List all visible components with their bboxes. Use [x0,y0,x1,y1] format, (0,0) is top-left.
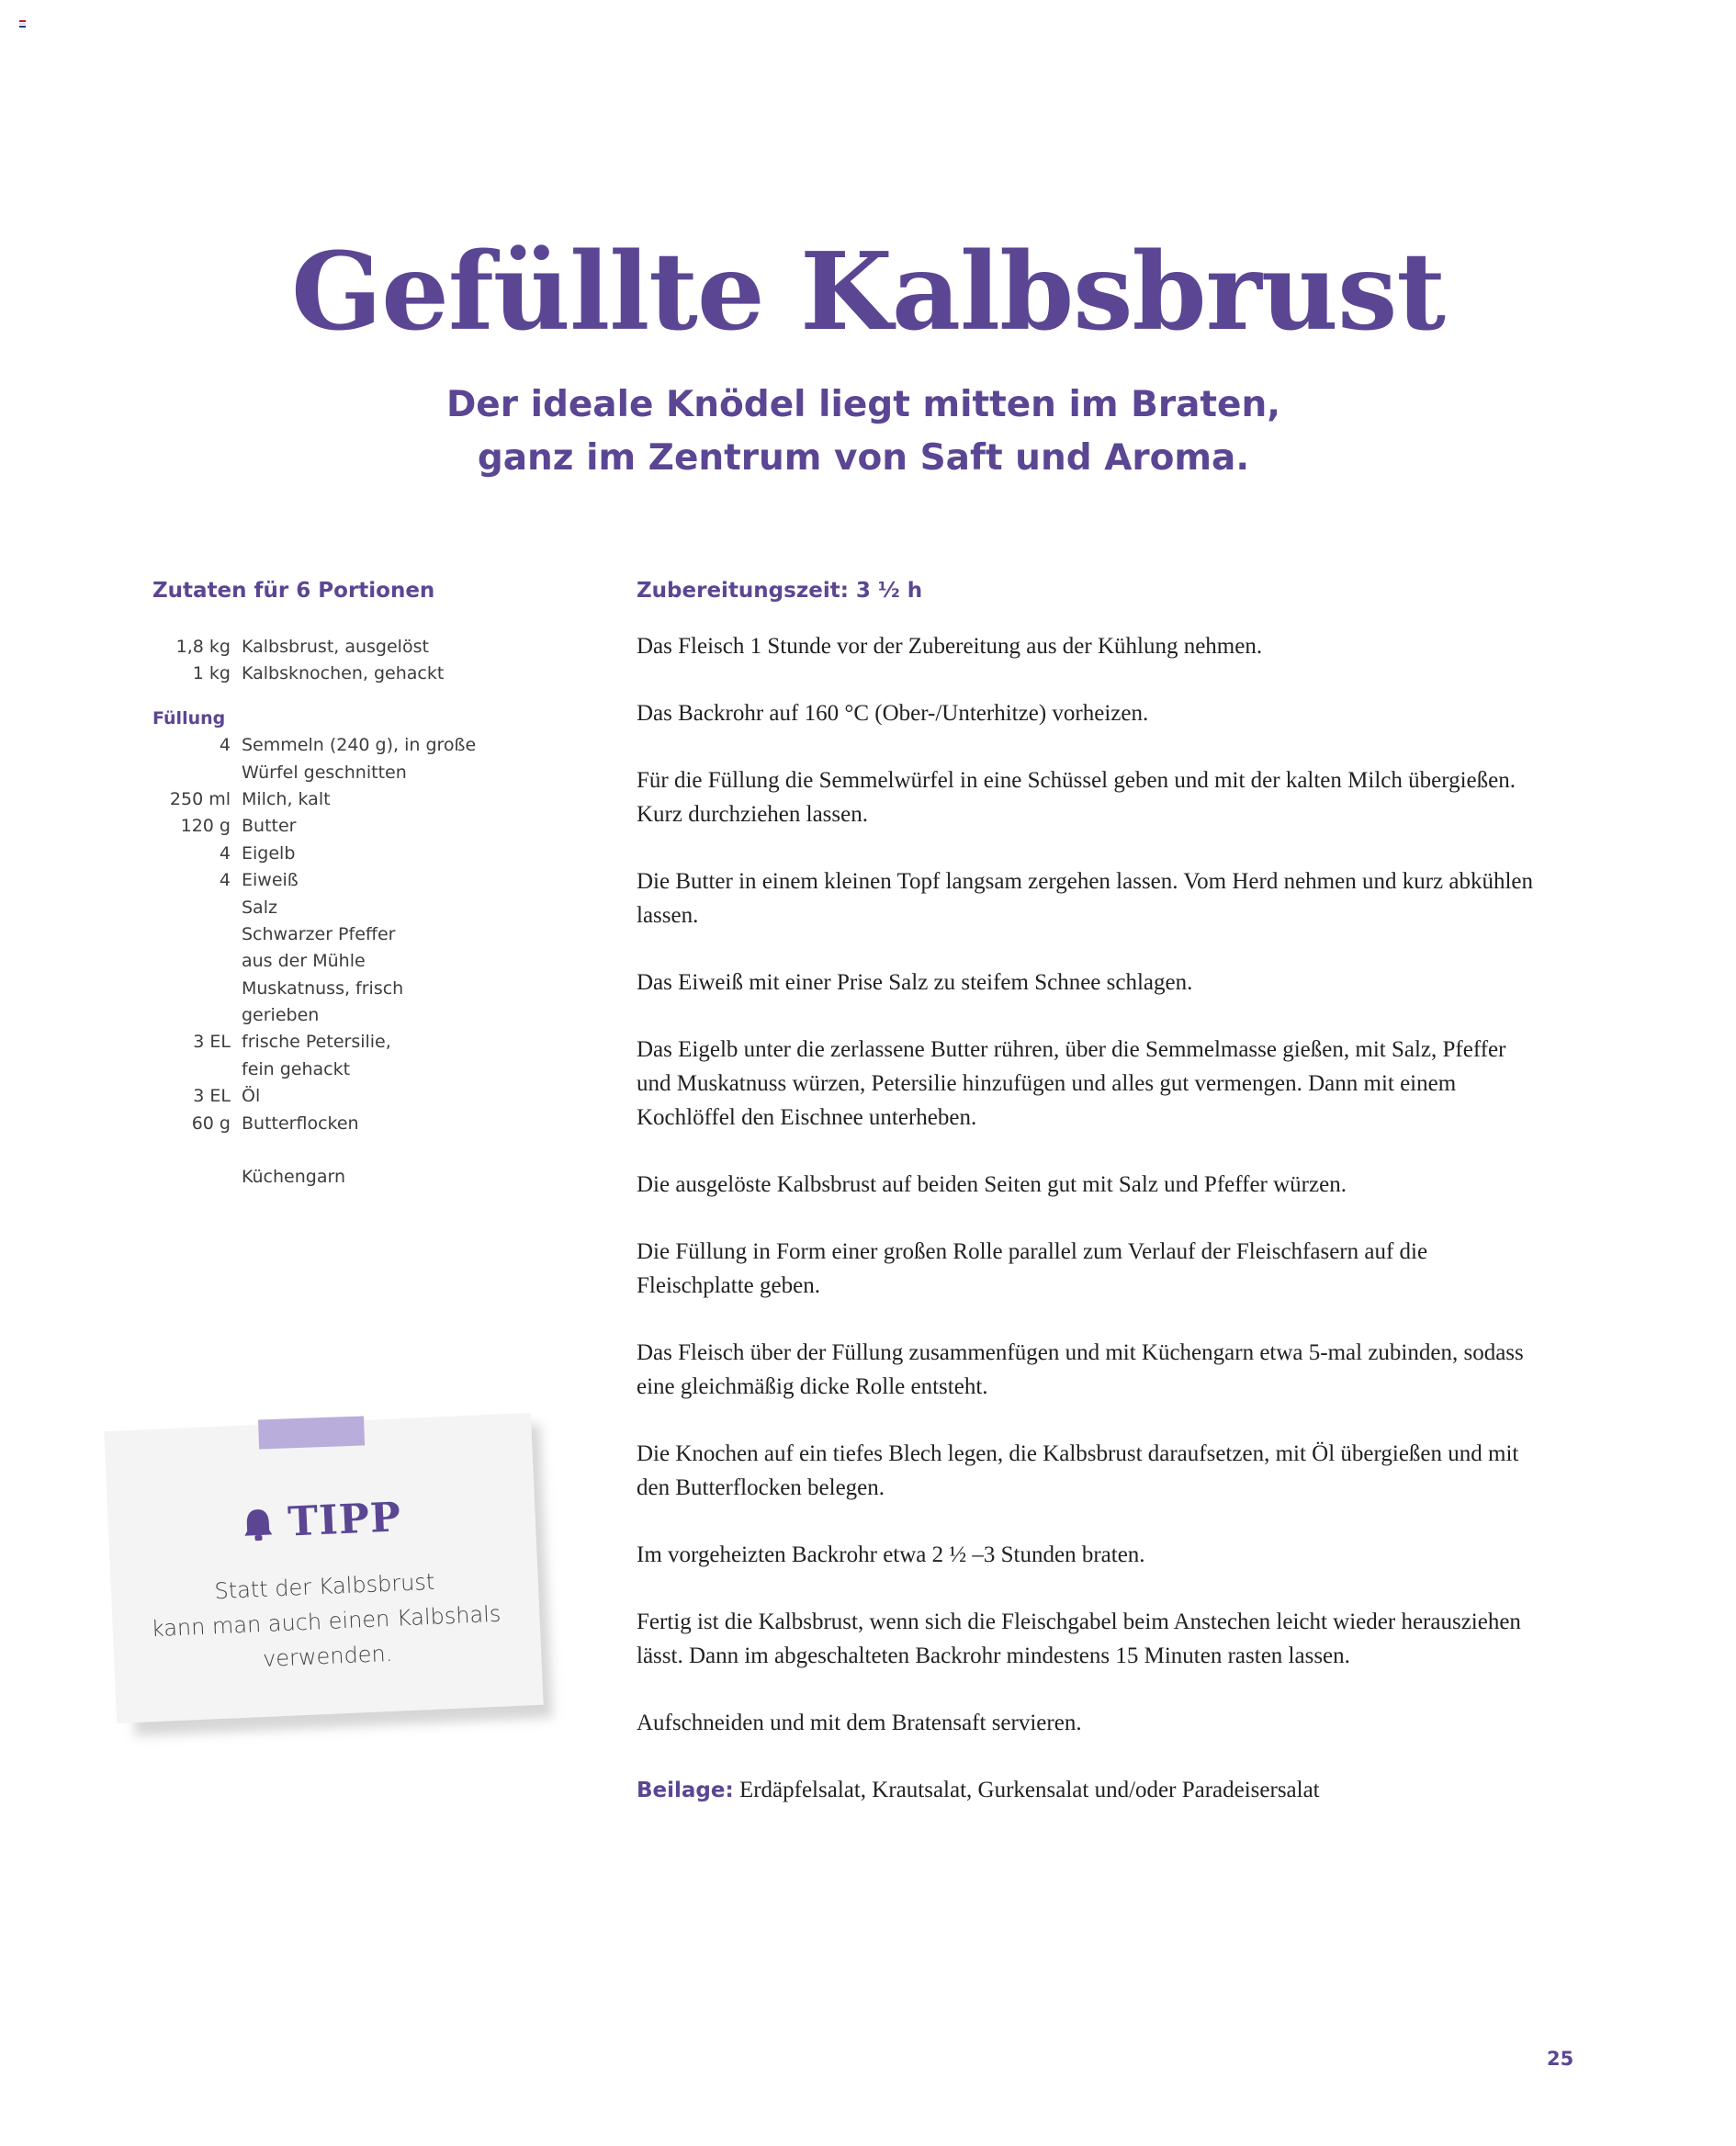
ingredient-name: fein gehackt [242,1058,351,1079]
ingredient-name: Schwarzer Pfeffer [242,923,396,944]
ingredient-quantity: 4 [219,735,231,756]
ingredient-row [152,867,538,894]
subtitle-line: Der ideale Knödel liegt mitten im Braten, [445,384,1281,425]
ingredient-name: Salz [242,897,277,918]
ingredient-quantity: 4 [219,870,231,891]
ingredient-row [152,634,538,661]
ingredient-quantity [152,976,242,1002]
ingredients-list [152,634,538,1192]
ingredient-quantity: 3 EL [193,1032,231,1053]
prep-time-heading: Zubereitungszeit: 3 ½ h [637,579,923,603]
ingredient-name: Milch, kalt [242,788,331,809]
ingredient-quantity: 250 ml [169,788,231,809]
ingredient-row [152,948,538,975]
tip-text [129,1561,524,1682]
preparation-step: Das Fleisch 1 Stunde vor der Zubereitung aus der Kühlung nehmen. [637,634,1263,659]
preparation-steps [637,629,1537,1841]
ingredient-name: Kalbsbrust, ausgelöst [242,637,429,657]
ingredient-row [152,786,538,813]
ingredient-row [152,1056,538,1083]
ingredient-name: Butterflocken [242,1113,359,1134]
ingredient-name: Öl [242,1086,261,1107]
tip-card [104,1413,543,1723]
ingredient-quantity [152,1056,242,1083]
ingredient-name: Semmeln (240 g), in große [242,735,477,756]
ingredient-quantity [152,1002,242,1029]
ingredient-quantity: 60 g [191,1113,231,1134]
ingredient-name: Muskatnuss, frisch [242,977,404,999]
tip-header [107,1488,536,1553]
ingredient-name: aus der Mühle [242,951,366,972]
ingredient-row [152,841,538,867]
ingredient-row [152,1083,538,1110]
ingredient-name: Eigelb [242,842,296,864]
subtitle [0,378,1727,485]
ingredient-row [152,760,538,786]
ingredient-quantity [152,895,242,921]
page-title: Gefüllte Kalbsbrust [291,230,1445,355]
ingredient-row [152,661,538,687]
ingredient-row [152,921,538,948]
ingredient-name: Eiweiß [242,870,299,891]
ingredient-row [152,1164,538,1191]
preparation-step: Das Fleisch über der Füllung zusammenfügen und mit Küchengarn etwa 5-mal zubinden, sodass eine gleichmäßig dicke Rolle entsteht. [637,1340,1524,1399]
side-dish [637,1773,1537,1808]
preparation-step: Für die Füllung die Semmelwürfel in eine Schüssel geben und mit der kalten Milch übergießen. Kurz durchziehen lassen. [637,768,1516,827]
tape-strip [258,1416,365,1449]
ingredient-quantity [152,921,242,948]
bell-icon [242,1506,275,1542]
side-dish-label: Beilage: [637,1779,734,1802]
preparation-step: Das Backrohr auf 160 °C (Ober-/Unterhitze) vorheizen. [637,701,1149,726]
ingredient-name: frische Petersilie, [242,1032,391,1053]
preparation-step: Die ausgelöste Kalbsbrust auf beiden Seiten gut mit Salz und Pfeffer würzen. [637,1172,1347,1197]
ingredient-row [152,976,538,1002]
ingredient-quantity [152,760,242,786]
ingredient-row [152,732,538,759]
ingredient-row [152,895,538,921]
filling-heading: Füllung [152,707,226,729]
ingredient-name: Küchengarn [242,1167,345,1188]
preparation-step: Die Knochen auf ein tiefes Blech legen, die Kalbsbrust daraufsetzen, mit Öl übergießen und mit den Butterflocken belegen. [637,1441,1519,1500]
ingredients-heading: Zutaten für 6 Portionen [152,579,435,603]
ingredient-row [152,813,538,840]
preparation-step: Fertig ist die Kalbsbrust, wenn sich die Fleischgabel beim Anstechen leicht wieder herausziehen lässt. Dann im abgeschalteten Backrohr mindestens 15 Minuten rasten lassen. [637,1610,1521,1668]
tip-line: Statt der Kalbsbrust [213,1568,435,1605]
side-dish-text: Erdäpfelsalat, Krautsalat, Gurkensalat und/oder Paradeisersalat [733,1778,1320,1802]
ingredient-quantity: 1 kg [192,663,231,684]
ingredient-row [152,1002,538,1029]
ingredient-quantity [152,948,242,975]
tip-line: verwenden. [262,1640,393,1672]
preparation-step: Das Eigelb unter die zerlassene Butter rühren, über die Semmelmasse gießen, mit Salz, Pfeffer und Muskatnuss würzen, Petersilie hinzufügen und alles gut vermengen. Dann mit einem Kochlöffel den Eischnee unterheben. [637,1037,1506,1130]
preparation-step: Aufschneiden und mit dem Bratensaft servieren. [637,1711,1082,1735]
ingredient-quantity: 3 EL [193,1086,231,1107]
preparation-step: Das Eiweiß mit einer Prise Salz zu steifem Schnee schlagen. [637,970,1193,995]
ingredient-row [152,1111,538,1137]
preparation-step: Im vorgeheizten Backrohr etwa 2 ½ –3 Stunden braten. [637,1542,1145,1567]
subtitle-line: ganz im Zentrum von Saft und Aroma. [477,437,1250,479]
preparation-step: Die Füllung in Form einer großen Rolle parallel zum Verlauf der Fleischfasern auf die Fleischplatte geben. [637,1239,1428,1298]
ingredient-quantity: 4 [219,842,231,864]
ingredient-row [152,1029,538,1056]
preparation-step: Die Butter in einem kleinen Topf langsam zergehen lassen. Vom Herd nehmen und kurz abkühlen lassen. [637,869,1534,928]
page-number: 25 [1547,2048,1574,2070]
ingredient-quantity: 1,8 kg [175,637,231,657]
tip-line: kann man auch einen Kalbshals [151,1600,502,1643]
ingredient-name: Kalbsknochen, gehackt [242,663,445,684]
ingredient-name: Würfel geschnitten [242,762,407,783]
ingredient-quantity: 120 g [180,816,231,837]
flag-icon [19,20,26,27]
ingredient-name: gerieben [242,1005,320,1026]
tip-title: TIPP [287,1494,403,1546]
ingredient-name: Butter [242,816,297,837]
